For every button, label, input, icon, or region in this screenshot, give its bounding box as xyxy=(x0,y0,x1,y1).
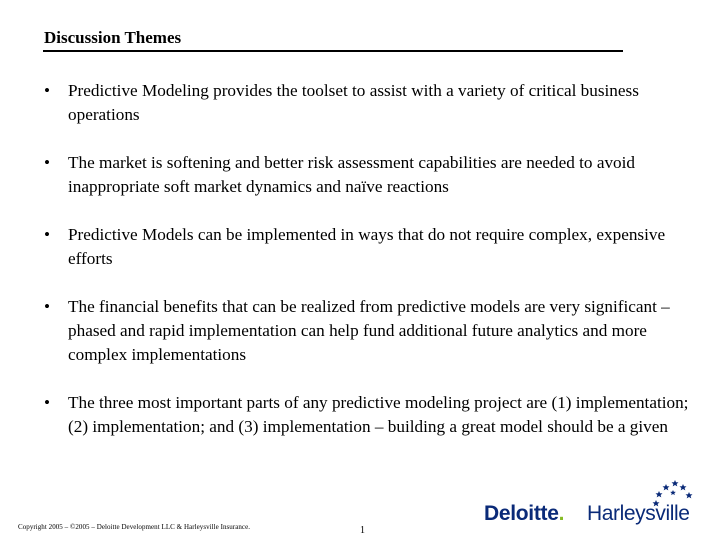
deloitte-logo-dot: . xyxy=(558,502,565,525)
bullet-text: The market is softening and better risk assessment capabilities are needed to avoid inappropriate soft market dynamics and naïve reactions xyxy=(68,153,636,196)
harleysville-logo: Harleysville xyxy=(587,502,690,525)
bullet-glyph: • xyxy=(44,297,51,316)
star-shape xyxy=(686,492,693,498)
star-shape xyxy=(680,484,687,490)
footer-copyright: Copyright 2005 – ©2005 – Deloitte Development LLC & Harleysville Insurance. xyxy=(18,523,251,531)
title-underline xyxy=(43,50,623,52)
bullet-item xyxy=(44,295,694,391)
bullet-glyph: • xyxy=(44,393,51,412)
star-shape xyxy=(656,491,663,497)
deloitte-logo xyxy=(484,502,564,526)
bullet-glyph: • xyxy=(44,225,51,244)
bullet-text: Predictive Modeling provides the toolset to assist with a variety of critical business operations xyxy=(68,81,639,124)
bullet-item xyxy=(44,151,694,223)
bullet-glyph: • xyxy=(44,81,51,100)
bullet-text: Predictive Models can be implemented in ways that do not require complex, expensive efforts xyxy=(68,225,666,268)
bullet-list xyxy=(44,79,694,463)
star-shape xyxy=(672,480,679,486)
bullet-text: The financial benefits that can be realized from predictive models are very significant – phased and rapid implementation can help fund additional future analytics and more complex implementations xyxy=(68,297,670,364)
star-shape xyxy=(663,484,670,490)
deloitte-logo-text: Deloitte xyxy=(484,502,559,525)
bullet-item xyxy=(44,223,694,295)
bullet-text: The three most important parts of any predictive modeling project are (1) implementation; (2) implementation; and (3) implementation – building a great model should be a given xyxy=(68,393,689,436)
star-shape xyxy=(670,490,676,495)
page-number: 1 xyxy=(360,525,365,536)
bullet-glyph: • xyxy=(44,153,51,172)
bullet-item xyxy=(44,79,694,151)
slide-title: Discussion Themes xyxy=(44,28,182,47)
bullet-item xyxy=(44,391,694,463)
